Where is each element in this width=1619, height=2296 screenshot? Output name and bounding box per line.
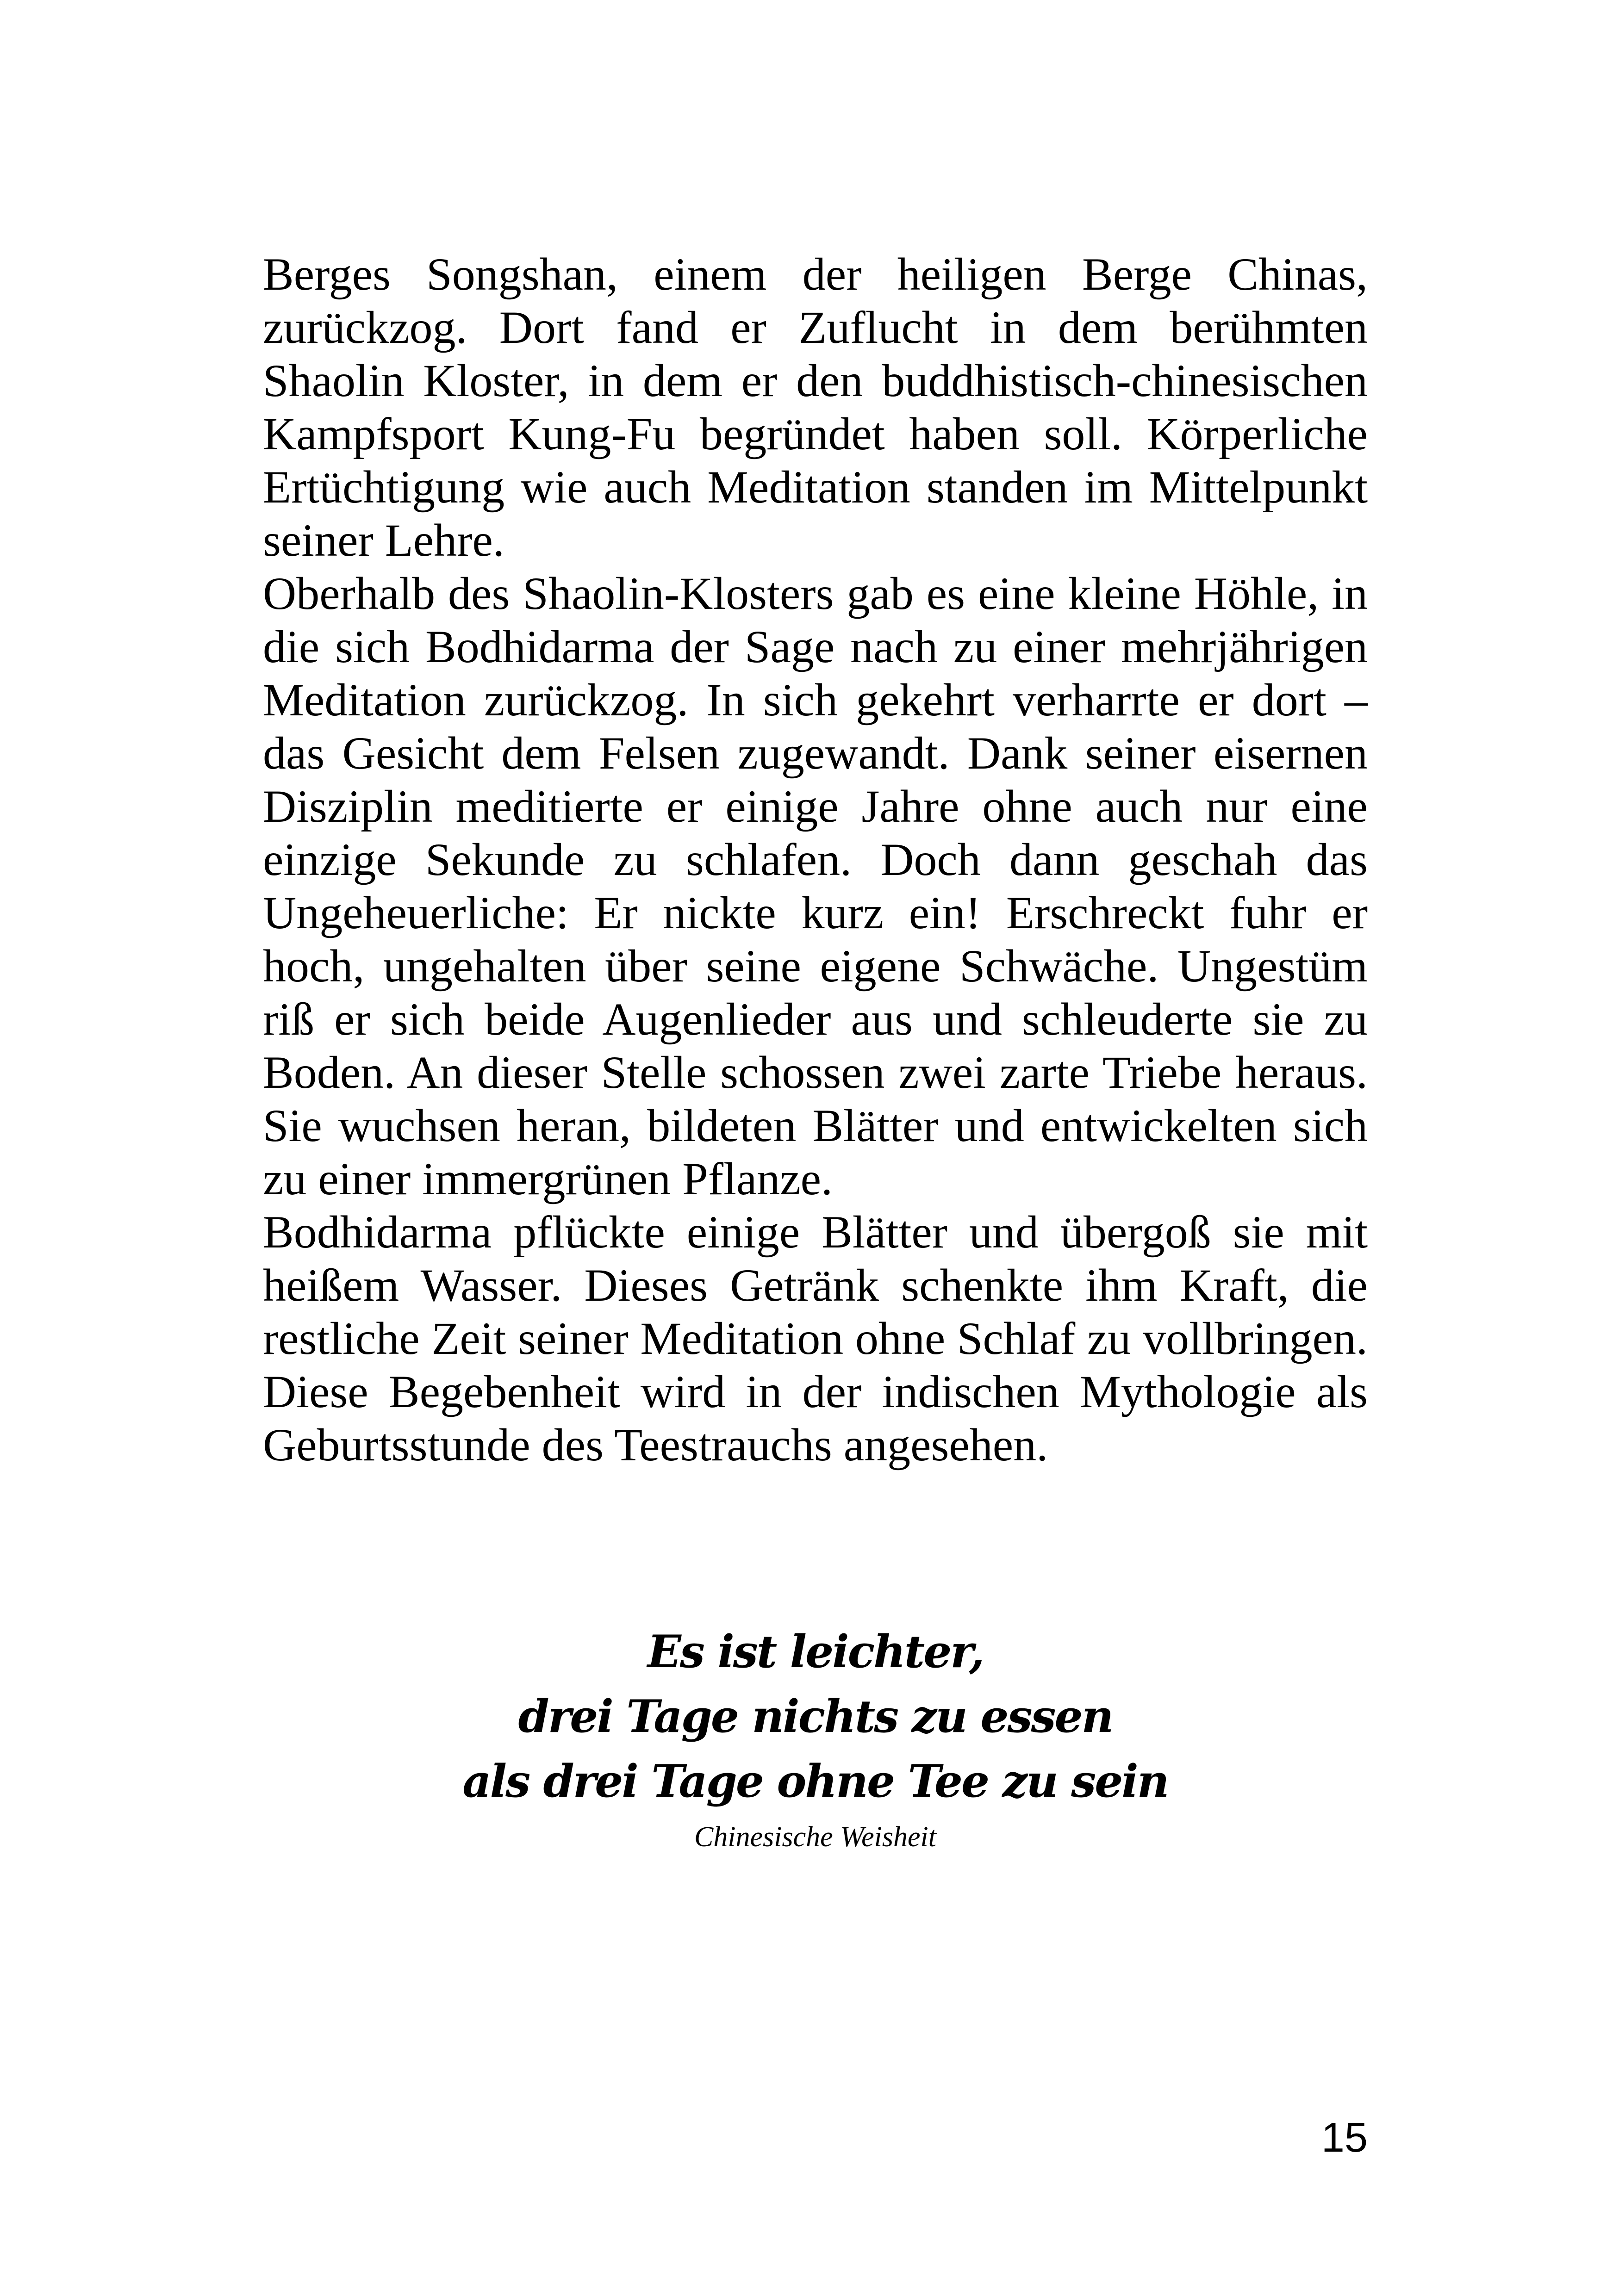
paragraph-cave-legend: Oberhalb des Shaolin-Klosters gab es eine kleine Höhle, in die sich Bodhidarma der Sage nach zu einer mehrjährigen Meditation zurückzog. In sich gekehrt verharrte er dort – das Gesicht dem Felsen zugewandt. Dank seiner eisernen Disziplin meditierte er einige Jahre ohne auch nur eine einzige Sekunde zu schlafen. Doch dann geschah das Ungeheuerliche: Er nickte kurz ein! Erschreckt fuhr er hoch, ungehalten über seine eigene Schwäche. Ungestüm riß er sich beide Augenlieder aus und schleuderte sie zu Boden. An dieser Stelle schossen zwei zarte Triebe heraus. Sie wuchsen heran, bildeten Blätter und entwickelten sich zu einer immergrünen Pflanze. xyxy=(263,568,1368,1204)
paragraph-songshan: Berges Songshan, einem der heiligen Berge Chinas, zurückzog. Dort fand er Zuflucht in dem berühmten Shaolin Kloster, in dem er den buddhistisch-chinesischen Kampfsport Kung-Fu begründet haben soll. Körperliche Ertüchtigung wie auch Meditation standen im Mittelpunkt seiner Lehre. xyxy=(263,248,1368,566)
body-text xyxy=(263,248,1368,1471)
quote-block xyxy=(263,1620,1368,1855)
quote-line-3: als drei Tage ohne Tee zu sein xyxy=(462,1755,1168,1807)
quote-line-1: Es ist leichter, xyxy=(647,1626,984,1678)
quote-source: Chinesische Weisheit xyxy=(694,1821,936,1853)
paragraph-tea-origin: Bodhidarma pflückte einige Blätter und übergoß sie mit heißem Wasser. Dieses Getränk schenkte ihm Kraft, die restliche Zeit seiner Meditation ohne Schlaf zu vollbringen. Diese Begebenheit wird in der indischen Mythologie als Geburtsstunde des Teestrauchs angesehen. xyxy=(263,1206,1368,1471)
page-number: 15 xyxy=(1321,2115,1368,2161)
quote-line-2: drei Tage nichts zu essen xyxy=(518,1690,1113,1743)
